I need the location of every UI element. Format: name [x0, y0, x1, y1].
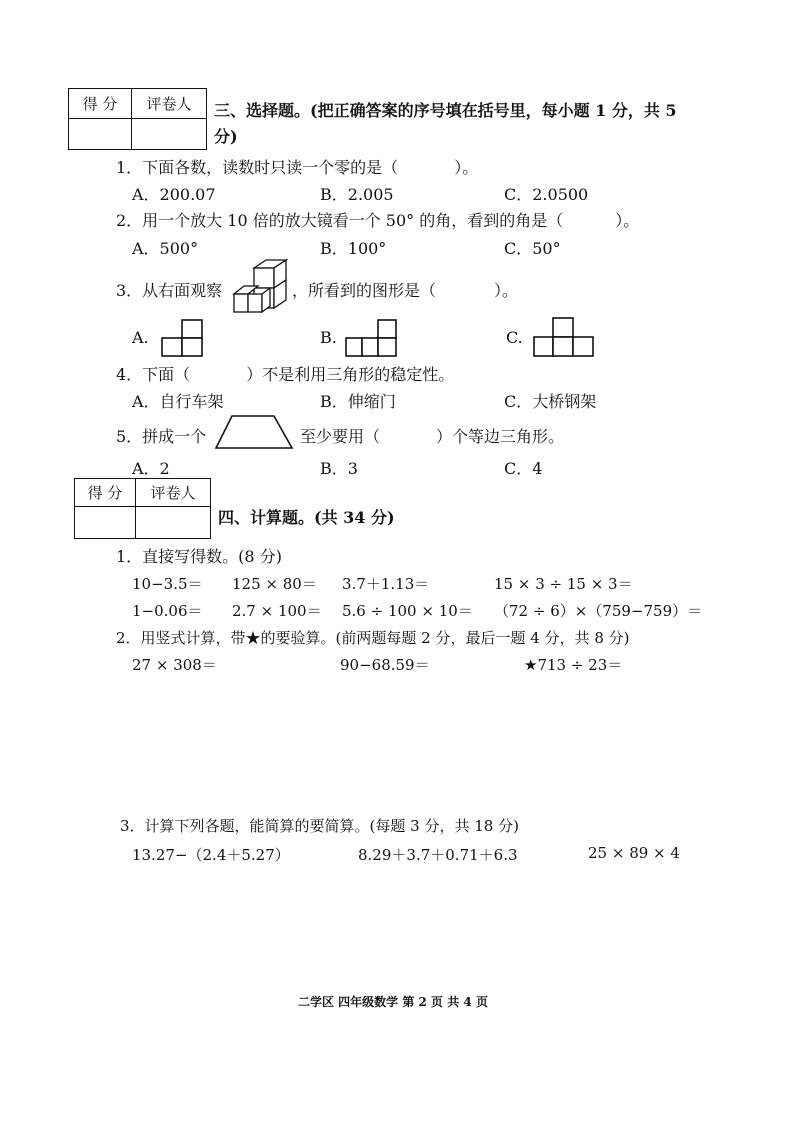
q5-stem: 5．拼成一个: [116, 427, 207, 446]
q4-option-b: B．伸缩门: [320, 392, 396, 411]
calc-part3-label: 3．计算下列各题，能简算的要简算。(每题 3 分，共 18 分): [120, 817, 519, 835]
score-box-1: [68, 88, 207, 150]
q1-option-a: A．200.07: [132, 185, 216, 204]
q1-stem: 1．下面各数，读数时只读一个零的是（ ）。: [116, 158, 479, 177]
score-header: 得 分: [75, 479, 136, 507]
score-box-2: [74, 478, 211, 539]
section3-title-line1: 三、选择题。(把正确答案的序号填在括号里，每小题 1 分，共 5: [214, 101, 677, 120]
q2-option-a: A．500°: [132, 239, 199, 258]
q3-option-c: C.: [506, 328, 523, 347]
simplify-item: 25 × 89 × 4: [588, 844, 680, 862]
simplify-item: 8.29＋3.7＋0.71＋6.3: [358, 846, 518, 864]
section3-title-line2: 分): [214, 127, 238, 146]
calc-part1-label: 1．直接写得数。(8 分): [116, 547, 282, 566]
cube-stack-figure: [230, 258, 290, 318]
q4-stem: 4．下面（ ）不是利用三角形的稳定性。: [116, 365, 455, 384]
q4-option-c: C．大桥钢架: [504, 392, 597, 411]
score-header: 得 分: [69, 89, 132, 119]
calc-item: 125 × 80＝: [232, 575, 317, 593]
page-footer: 二学区 四年级数学 第 2 页 共 4 页: [298, 995, 488, 1009]
calc-item: 15 × 3 ÷ 15 × 3＝: [494, 575, 633, 593]
q3-stem: 3．从右面观察: [116, 281, 223, 300]
q2-option-b: B．100°: [320, 239, 387, 258]
calc-item: 10−3.5＝: [132, 575, 203, 593]
q5-option-b: B．3: [320, 459, 358, 478]
grader-header: 评卷人: [136, 479, 211, 507]
section4-title: 四、计算题。(共 34 分): [218, 508, 395, 527]
q3-option-b-figure: [344, 318, 406, 358]
q5-mid: 至少要用（ ）个等边三角形。: [300, 427, 565, 446]
q3-option-a-figure: [156, 318, 206, 358]
q5-option-a: A．2: [132, 459, 170, 478]
calc-item: 5.6 ÷ 100 × 10＝: [342, 602, 473, 620]
q2-option-c: C．50°: [504, 239, 561, 258]
vertical-calc-item: ★713 ÷ 23＝: [524, 656, 623, 674]
trapezoid-figure: [214, 414, 294, 450]
score-cell[interactable]: [69, 119, 132, 150]
calc-part2-label: 2．用竖式计算，带★的要验算。(前两题每题 2 分，最后一题 4 分，共 8 分): [116, 629, 630, 647]
calc-item: 3.7＋1.13＝: [342, 575, 430, 593]
q1-option-c: C．2.0500: [504, 185, 589, 204]
vertical-calc-item: 27 × 308＝: [132, 656, 217, 674]
q3-option-a: A.: [132, 328, 149, 347]
simplify-item: 13.27−（2.4＋5.27）: [132, 846, 290, 864]
q3-option-c-figure: [532, 316, 596, 358]
grader-cell[interactable]: [132, 119, 207, 150]
q3-option-b: B.: [320, 328, 337, 347]
q5-option-c: C．4: [504, 459, 543, 478]
score-cell[interactable]: [75, 507, 136, 539]
grader-header: 评卷人: [132, 89, 207, 119]
q3-mid: ，所看到的图形是（ ）。: [292, 281, 519, 300]
q1-option-b: B．2.005: [320, 185, 394, 204]
vertical-calc-item: 90−68.59＝: [340, 656, 430, 674]
calc-item: 2.7 × 100＝: [232, 602, 322, 620]
calc-item: （72 ÷ 6）×（759−759）＝: [494, 602, 703, 620]
q2-stem: 2．用一个放大 10 倍的放大镜看一个 50° 的角，看到的角是（ ）。: [116, 211, 640, 230]
grader-cell[interactable]: [136, 507, 211, 539]
q4-option-a: A．自行车架: [132, 392, 224, 411]
calc-item: 1−0.06＝: [132, 602, 203, 620]
